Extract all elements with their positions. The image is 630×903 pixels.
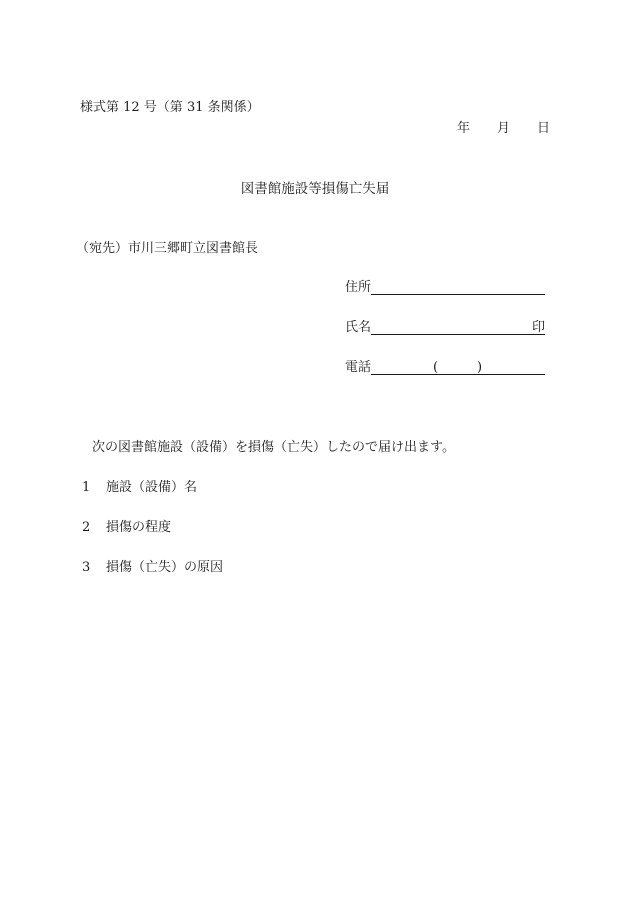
form-number: 様式第 12 号（第 31 条関係） [80, 100, 260, 115]
phone-underline [371, 359, 545, 375]
document-title: 図書館施設等損傷亡失届 [240, 181, 390, 197]
list-item [82, 556, 223, 575]
name-underline [371, 319, 545, 335]
phone-label: 電話 [345, 360, 372, 375]
item-number: 2 [82, 520, 91, 535]
address-underline [371, 279, 545, 295]
item-label: 損傷（亡失）の原因 [106, 560, 224, 575]
item-label: 損傷の程度 [106, 520, 172, 535]
name-label: 氏名 [345, 320, 372, 335]
address-label: 住所 [345, 280, 372, 295]
statement: 次の図書館施設（設備）を損傷（亡失）したので届け出ます。 [92, 440, 455, 455]
phone-paren-close: ) [477, 360, 483, 375]
date-day-label: 日 [536, 121, 550, 136]
address-field [345, 276, 545, 295]
date-month-label: 月 [496, 121, 510, 136]
seal-mark: 印 [532, 320, 546, 335]
addressee: （宛先）市川三郷町立図書館長 [76, 241, 259, 256]
item-number: 3 [82, 560, 91, 575]
phone-field [345, 356, 545, 375]
name-field [345, 316, 545, 335]
date-year-label: 年 [456, 121, 470, 136]
item-number: 1 [82, 480, 91, 495]
list-item [82, 516, 171, 535]
date-line [457, 117, 550, 136]
list-item [82, 476, 197, 495]
phone-paren-open: ( [433, 360, 439, 375]
item-label: 施設（設備）名 [106, 480, 198, 495]
